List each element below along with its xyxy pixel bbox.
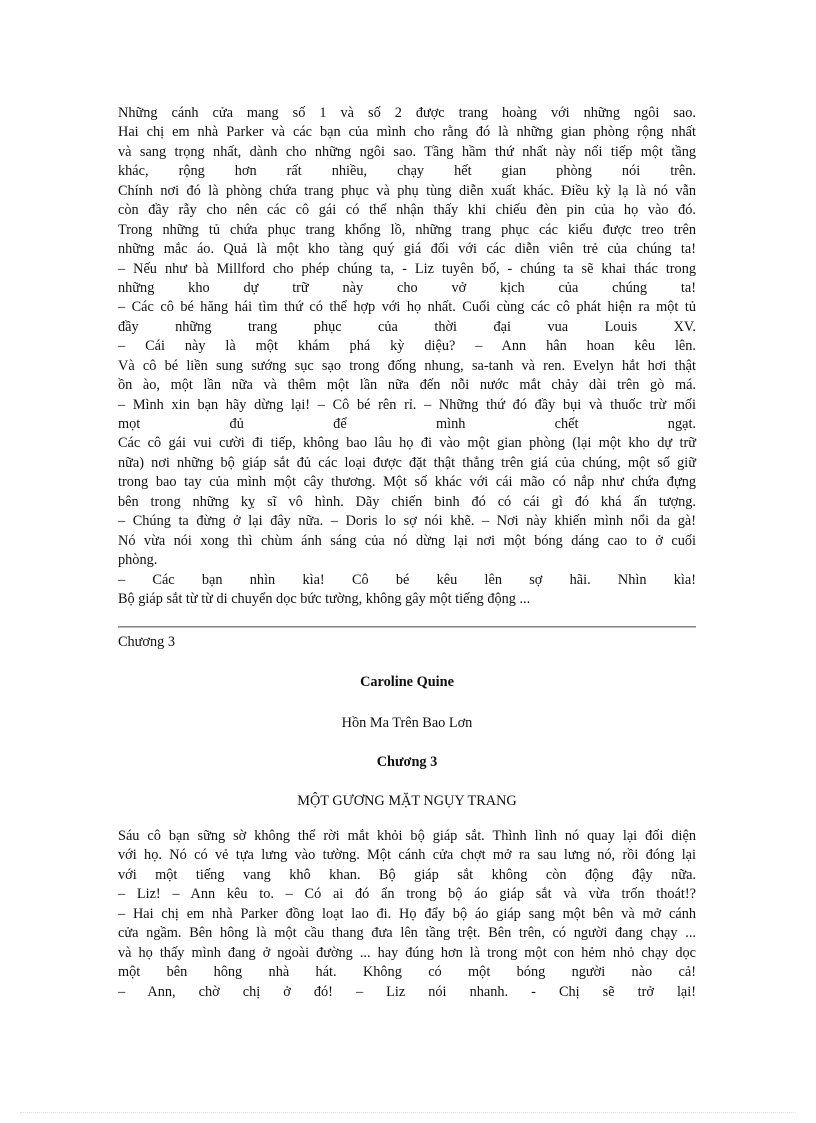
text-line: Hai chị em nhà Parker và các bạn của mình cho rằng đó là những gian phòng rộng nhất [118, 124, 696, 141]
chapter-heading: Chương 3 [376, 754, 438, 770]
text-line: cửa ngầm. Bên hông là một cầu thang đưa lên tầng trệt. Bên trên, có người đang chạy ... [118, 925, 696, 942]
chapter-label: Chương 3 [118, 634, 176, 650]
text-line: trong bao tay của mình một cây thương. Một số khác với cái mão có nắp như chứa đựng [118, 474, 696, 491]
text-line: – Liz! – Ann kêu to. – Có ai đó ẩn trong bộ áo giáp sắt và vừa trốn thoát!? [118, 886, 696, 903]
text-line: Và cô bé liền sung sướng sục sạo trong đống nhung, sa-tanh và ren. Evelyn hắt hơi thật [118, 357, 696, 374]
text-line: Bộ giáp sắt từ từ di chuyển dọc bức tường, không gây một tiếng động ... [118, 590, 531, 607]
text-line: – Mình xin bạn hãy dừng lại! – Cô bé rên rỉ. – Những thứ đó đầy bụi và thuốc trừ mối [118, 396, 696, 413]
book-title: Hồn Ma Trên Bao Lơn [341, 715, 473, 731]
text-line: nữa) nơi những bộ giáp sắt đủ các loại được đặt thật thẳng trên giá của chúng, một số giữ [118, 454, 696, 471]
text-line: còn đầy rẫy cho nên các cô gái có thể nhận thấy khi chiếu đèn pin của họ vào đó. [118, 202, 696, 219]
text-line: – Chúng ta đừng ở lại đây nữa. – Doris lo sợ nói khẽ. – Nơi này khiến mình nổi da gà! [118, 513, 696, 530]
text-line: một bên hông nhà hát. Không có một bóng người nào cả! [118, 964, 696, 981]
text-line: bên trong những kỵ sĩ vô hình. Dãy chiến binh đó có cái gì đó khá ấn tượng. [118, 493, 696, 510]
text-line: – Hai chị em nhà Parker đồng loạt lao đi. Họ đẩy bộ áo giáp sang một bên và mở cánh [118, 905, 696, 922]
text-line: và họ thấy mình đang ở ngoài đường ... hay đúng hơn là trong một con hẻm nhỏ chạy dọc [118, 944, 696, 961]
text-line: Những cánh cửa mang số 1 và số 2 được trang hoàng với những ngôi sao. [118, 105, 696, 121]
text-line: phòng. [118, 552, 158, 569]
text-line: và sang trọng nhất, dành cho những ngôi sao. Tầng hầm thứ nhất này nối tiếp một tầng [118, 143, 696, 160]
text-line: – Nếu như bà Millford cho phép chúng ta, - Liz tuyên bố, - chúng ta sẽ khai thác trong [118, 260, 696, 277]
text-line: – Các cô bé hăng hái tìm thứ có thể hợp với họ nhất. Cuối cùng các cô phát hiện ra một tủ [118, 299, 696, 316]
horizontal-divider [118, 626, 696, 628]
chapter-name: MỘT GƯƠNG MẶT NGỤY TRANG [297, 793, 517, 809]
page-bottom-border [20, 1112, 796, 1113]
text-line: Nó vừa nói xong thì chùm ánh sáng của nó dừng lại nơi một bóng dáng cao to ở cuối [118, 532, 696, 549]
text-line: – Ann, chờ chị ở đó! – Liz nói nhanh. - Chị sẽ trở lại! [118, 983, 696, 1000]
text-line: ồn ào, một lần nữa và thêm một lần nữa đến nỗi nước mắt chảy dài trên gò má. [118, 377, 696, 394]
text-line: những mắc áo. Quả là một kho tàng quý giá đối với các diễn viên trẻ của chúng ta! [118, 241, 696, 258]
text-line: những kho dự trữ này cho vở kịch của chúng ta! [118, 279, 696, 296]
text-line: Trong những tủ chứa phục trang khổng lồ, những trang phục các kiểu được treo trên [118, 221, 696, 238]
text-line: Các cô gái vui cười đi tiếp, không bao lâu họ đi vào một gian phòng (lại một kho dự trữ [118, 435, 696, 452]
text-line: với một tiếng vang khô khan. Bộ giáp sắt không còn động đậy nữa. [118, 866, 696, 883]
text-line: với họ. Nó có vẻ tựa lưng vào tường. Một cánh cửa chợt mở ra sau lưng nó, rồi đóng lại [118, 847, 696, 864]
text-line: – Cái này là một khám phá kỳ diệu? – Ann hân hoan kêu lên. [118, 338, 696, 355]
story-text-section-2 [118, 827, 696, 1002]
text-line: – Các bạn nhìn kìa! Cô bé kêu lên sợ hãi. Nhìn kìa! [118, 571, 696, 588]
text-line: khác, rộng hơn rất nhiều, chạy hết gian phòng nói trên. [118, 163, 696, 180]
text-line: Sáu cô bạn sững sờ không thể rời mắt khỏi bộ giáp sắt. Thình lình nó quay lại đối diện [118, 828, 696, 844]
text-line: mọt đủ để mình chết ngạt. [118, 416, 696, 432]
author-name: Caroline Quine [360, 674, 454, 690]
text-line: Chính nơi đó là phòng chứa trang phục và phụ tùng diễn xuất khác. Điều kỳ lạ là nó vẫn [118, 182, 696, 199]
story-text-section-1 [118, 104, 696, 609]
text-line: đầy những trang phục của thời đại vua Louis XV. [118, 318, 696, 335]
